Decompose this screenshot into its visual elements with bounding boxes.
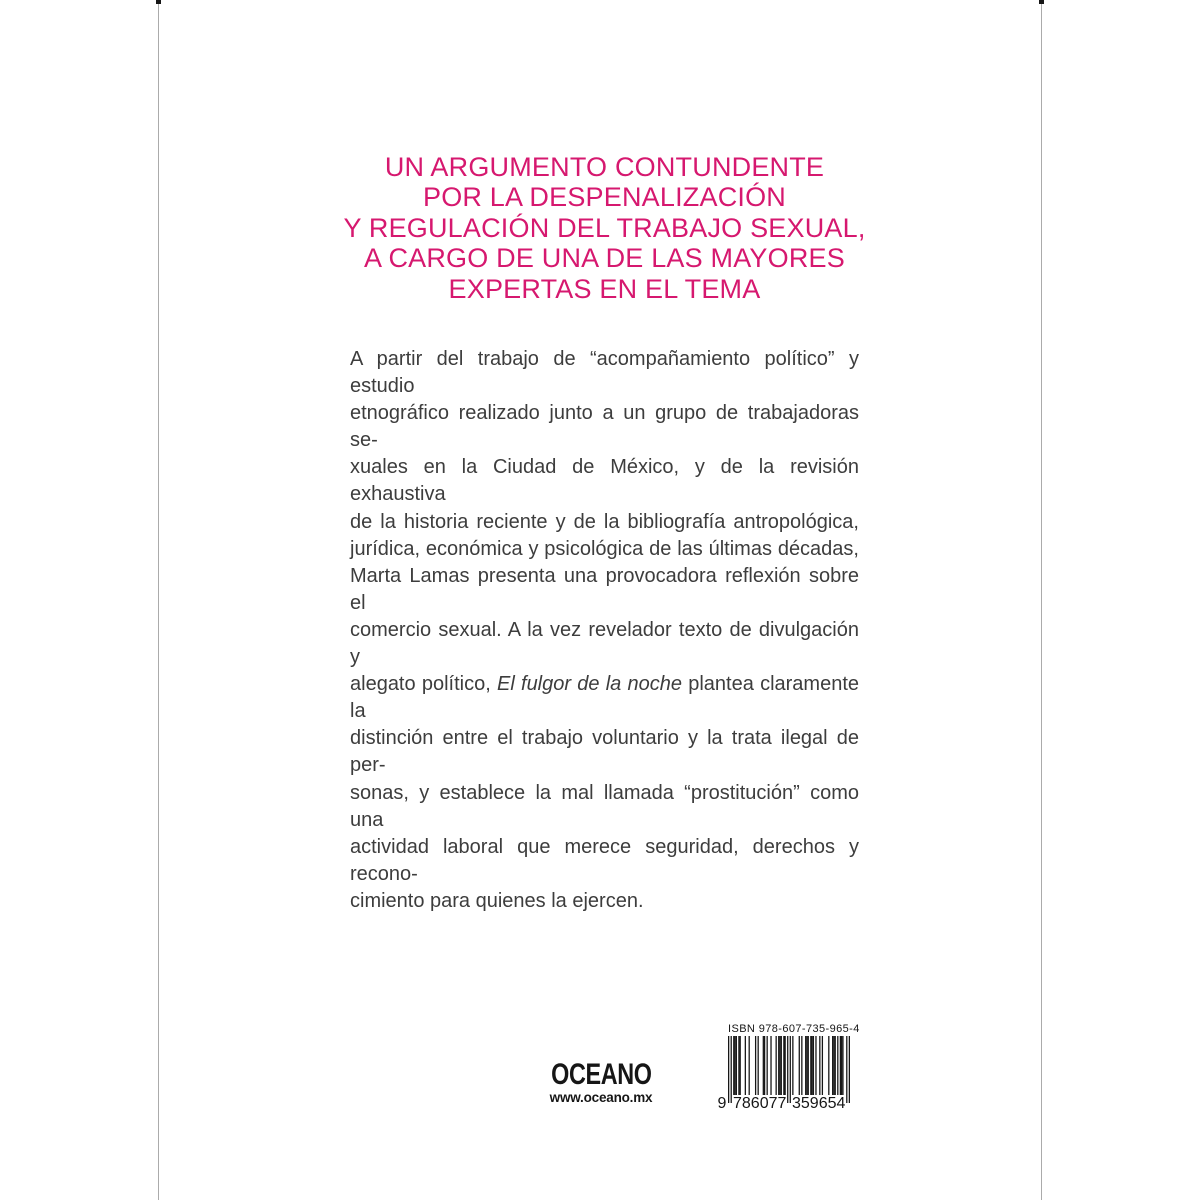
- headline: [250, 152, 959, 304]
- crop-mark: [156, 0, 161, 4]
- body-line: sonas, y establece la mal llamada “prostitución” como una: [350, 781, 859, 831]
- isbn-barcode: [716, 1022, 860, 1114]
- body-line: etnográfico realizado junto a un grupo de trabajadoras se-: [350, 402, 859, 452]
- headline-line: UN ARGUMENTO CONTUNDENTE: [384, 152, 825, 182]
- synopsis: [350, 346, 859, 915]
- body-line: comercio sexual. A la vez revelador texto de divulgación y: [350, 618, 859, 669]
- headline-line: Y REGULACIÓN DEL TRABAJO SEXUAL,: [343, 212, 866, 243]
- body-line: jurídica, económica y psicológica de las últimas décadas,: [350, 537, 859, 560]
- crop-mark: [1039, 0, 1044, 4]
- body-line: actividad laboral que merece seguridad, derechos y recono-: [350, 835, 859, 885]
- headline-line: POR LA DESPENALIZACIÓN: [422, 182, 786, 213]
- body-line: xuales en la Ciudad de México, y de la revisión exhaustiva: [350, 456, 859, 506]
- headline-line: EXPERTAS EN EL TEMA: [448, 273, 761, 304]
- headline-line: A CARGO DE UNA DE LAS MAYORES: [364, 243, 845, 274]
- publisher-url: www.oceano.mx: [549, 1090, 653, 1105]
- barcode-digit-group: 9: [717, 1095, 727, 1112]
- barcode-bars: [728, 1036, 850, 1103]
- body-line: de la historia reciente y de la bibliografía antropológica,: [350, 510, 859, 533]
- body-line: A partir del trabajo de “acompañamiento político” y estudio: [350, 348, 859, 398]
- body-line: alegato político, El fulgor de la noche plantea claramente la: [350, 673, 860, 723]
- isbn-label: ISBN 978-607-735-965-4: [728, 1023, 860, 1035]
- barcode-digit-group: 359654: [792, 1095, 846, 1112]
- publisher-logo: OCEANO: [550, 1058, 652, 1091]
- page-edge-left: [158, 0, 159, 1200]
- page-edge-right: [1041, 0, 1042, 1200]
- body-line: cimiento para quienes la ejercen.: [350, 889, 644, 912]
- publisher-block: [519, 1060, 683, 1105]
- barcode-digit-group: 786077: [733, 1095, 787, 1112]
- barcode-digits: [716, 1096, 856, 1112]
- body-line: Marta Lamas presenta una provocadora reflexión sobre el: [350, 564, 859, 614]
- body-line: distinción entre el trabajo voluntario y la trata ilegal de per-: [350, 727, 859, 777]
